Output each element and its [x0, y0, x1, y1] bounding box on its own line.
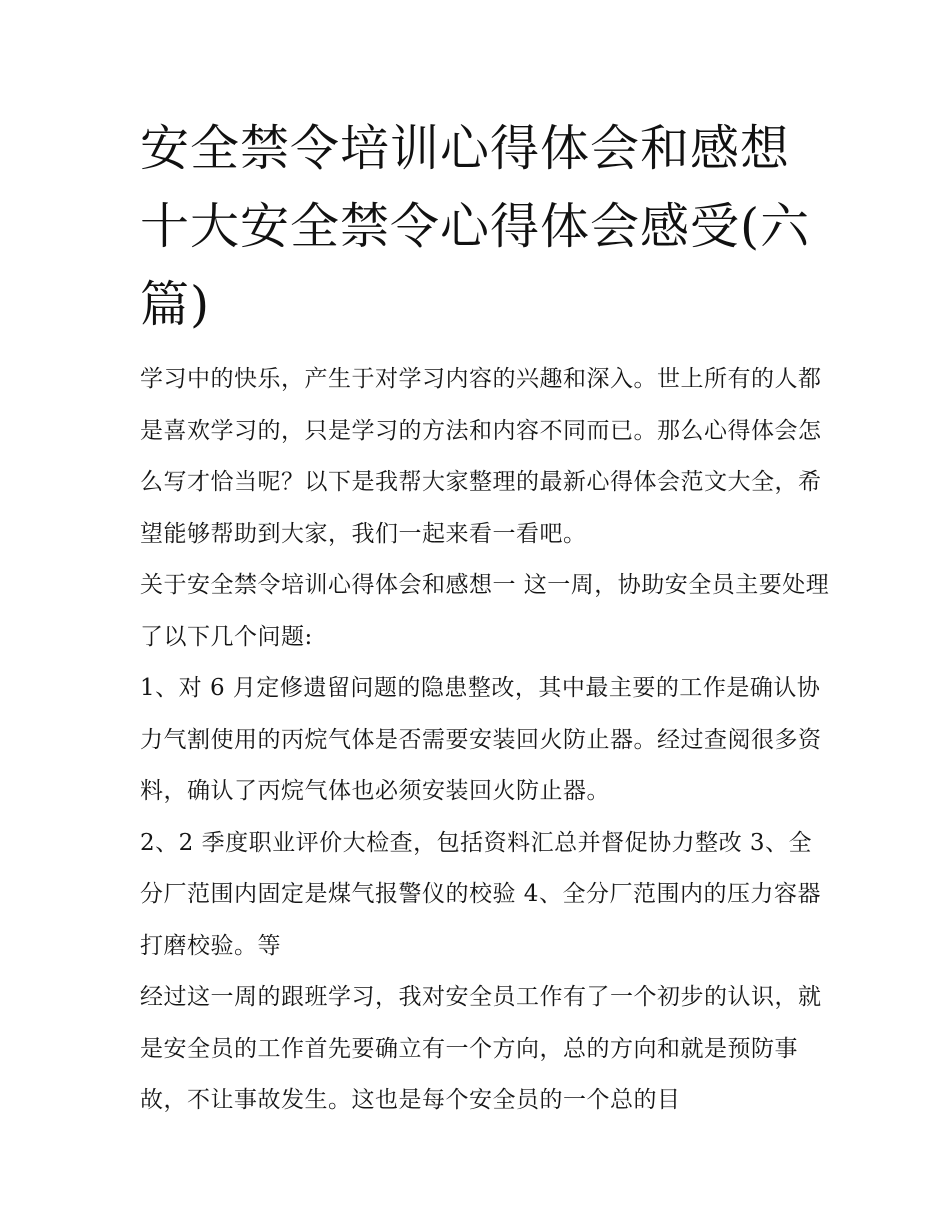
item-2-paragraph: 2、2 季度职业评价大检查，包括资料汇总并督促协力整改 3、全分厂范围内固定是煤气报警仪的校验 4、全分厂范围内的压力容器打磨校验。等: [140, 829, 821, 959]
document-body: [140, 354, 830, 1127]
reflection-paragraph: 经过这一周的跟班学习，我对安全员工作有了一个初步的认识，就是安全员的工作首先要确立有一个方向，总的方向和就是预防事故，不让事故发生。这也是每个安全员的一个总的目: [140, 984, 822, 1113]
item-1-paragraph: 1、对 6 月定修遗留问题的隐患整改，其中最主要的工作是确认协力气割使用的丙烷气体是否需要安装回火防止器。经过查阅很多资料，确认了丙烷气体也必须安装回火防止器。: [140, 675, 822, 804]
intro-paragraph: 学习中的快乐，产生于对学习内容的兴趣和深入。世上所有的人都是喜欢学习的，只是学习的方法和内容不同而已。那么心得体会怎么写才恰当呢？以下是我帮大家整理的最新心得体会范文大全，希望能够帮助到大家，我们一起来看一看吧。: [140, 366, 822, 547]
section-intro-paragraph: 关于安全禁令培训心得体会和感想一 这一周，协助安全员主要处理了以下几个问题:: [140, 572, 830, 650]
document-title: 安全禁令培训心得体会和感想十大安全禁令心得体会感受(六篇): [140, 120, 811, 333]
